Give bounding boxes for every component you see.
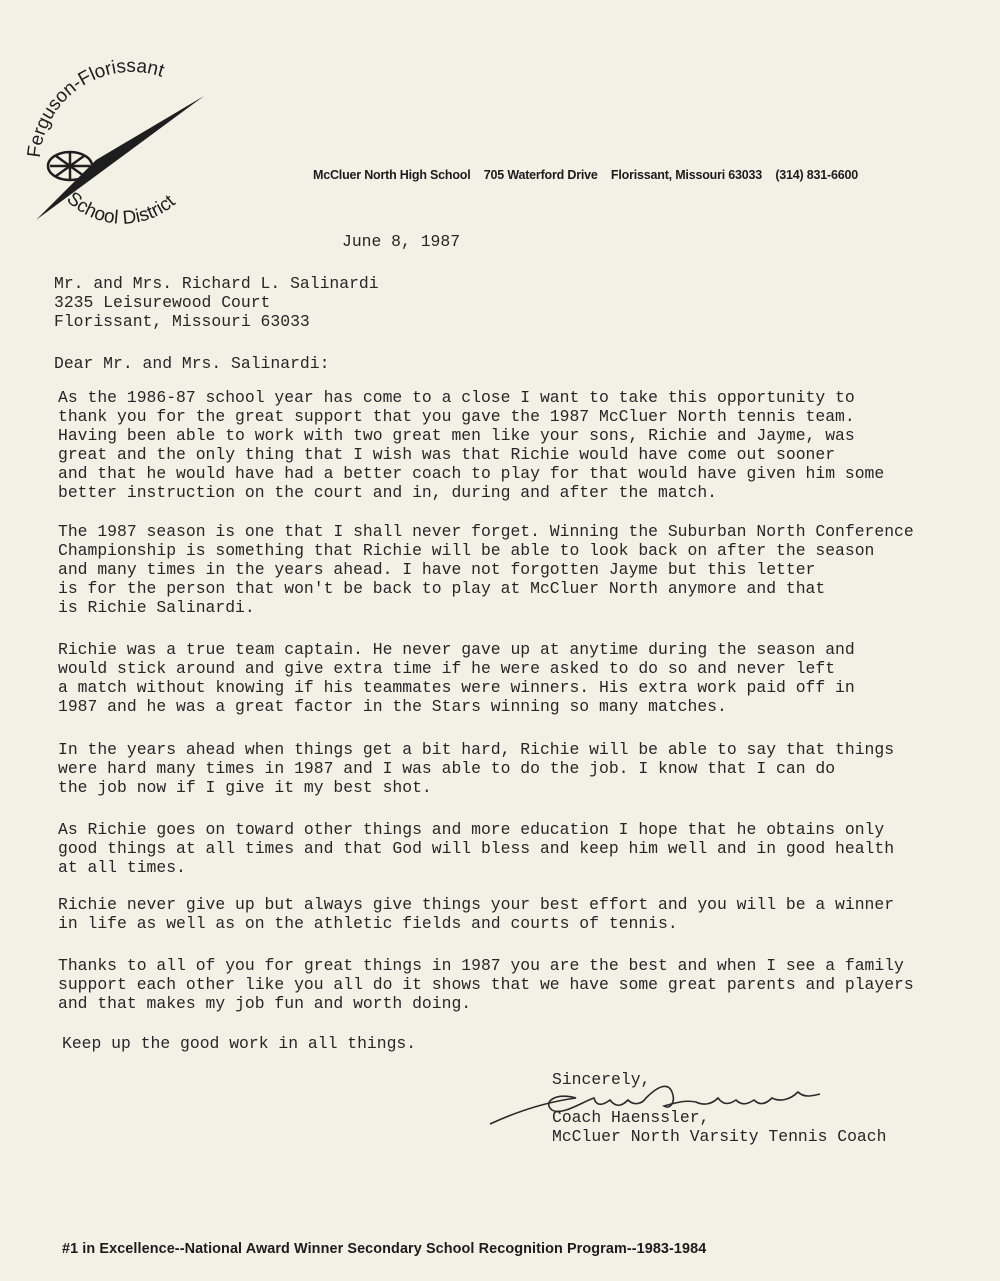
salutation: Dear Mr. and Mrs. Salinardi: xyxy=(54,354,330,373)
paragraph-line: In the years ahead when things get a bit hard, Richie will be able to say that things xyxy=(58,740,895,759)
paragraph-line: Thanks to all of you for great things in 1987 you are the best and when I see a family xyxy=(58,956,904,975)
paragraph-line: at all times. xyxy=(58,858,186,877)
paragraph-line: is Richie Salinardi. xyxy=(58,598,255,617)
paragraph-line: 1987 and he was a great factor in the Stars winning so many matches. xyxy=(58,697,727,716)
address-line: 3235 Leisurewood Court xyxy=(54,293,271,312)
letterhead-phone: (314) 831-6600 xyxy=(775,168,859,182)
paragraph-line: As the 1986-87 school year has come to a close I want to take this opportunity to xyxy=(58,388,855,407)
paragraph-line: great and the only thing that I wish was that Richie would have come out sooner xyxy=(58,445,836,464)
paragraph-line: and many times in the years ahead. I have not forgotten Jayme but this letter xyxy=(58,560,816,579)
letter-date: June 8, 1987 xyxy=(342,232,461,251)
paragraph-line: Richie never give up but always give things your best effort and you will be a winner xyxy=(58,895,895,914)
footer-award-line: #1 in Excellence--National Award Winner Secondary School Recognition Program--1983-1984 xyxy=(62,1241,707,1257)
recipient-address xyxy=(54,274,379,331)
paragraph-3 xyxy=(58,640,855,716)
signer-title: McCluer North Varsity Tennis Coach xyxy=(552,1127,887,1146)
paragraph-line: support each other like you all do it shows that we have some great parents and players xyxy=(58,975,914,994)
paragraph-line: Championship is something that Richie will be able to look back on after the season xyxy=(58,541,875,560)
logo-wheel-icon xyxy=(48,152,92,180)
paragraph-line: and that makes my job fun and worth doing. xyxy=(58,994,472,1013)
paragraph-line: better instruction on the court and in, during and after the match. xyxy=(58,483,718,502)
paragraph-4 xyxy=(58,740,894,797)
paragraph-6 xyxy=(58,895,894,933)
paragraph-line: and that he would have had a better coach to play for that would have given him some xyxy=(58,464,885,483)
paragraph-line: good things at all times and that God will bless and keep him well and in good health xyxy=(58,839,895,858)
logo-arrow-shape xyxy=(36,96,204,220)
paragraph-1 xyxy=(58,388,884,502)
paragraph-line: the job now if I give it my best shot. xyxy=(58,778,432,797)
paragraph-line: Richie was a true team captain. He never gave up at anytime during the season and xyxy=(58,640,855,659)
logo-bottom-text: School District xyxy=(62,188,180,228)
signature-block xyxy=(552,1070,886,1146)
paragraph-line: is for the person that won't be back to play at McCluer North anymore and that xyxy=(58,579,826,598)
letterhead-address-line xyxy=(313,168,868,182)
logo-top-text: Ferguson-Florissant xyxy=(23,55,167,159)
svg-text:School District xyxy=(63,188,180,228)
paragraph-2 xyxy=(58,522,914,617)
signature-gap xyxy=(552,1089,886,1108)
letterhead-street: 705 Waterford Drive xyxy=(483,168,598,182)
paragraph-line: would stick around and give extra time if he were asked to do so and never left xyxy=(58,659,836,678)
school-district-logo xyxy=(18,8,228,228)
closing-line: Keep up the good work in all things. xyxy=(62,1034,417,1053)
paragraph-line: in life as well as on the athletic fields and courts of tennis. xyxy=(58,914,678,933)
paragraph-7 xyxy=(58,956,914,1013)
letterhead-city: Florissant, Missouri 63033 xyxy=(610,168,763,182)
paragraph-line: a match without knowing if his teammates were winners. His extra work paid off in xyxy=(58,678,855,697)
paragraph-line: The 1987 season is one that I shall never forget. Winning the Suburban North Conference xyxy=(58,522,914,541)
paragraph-line: As Richie goes on toward other things and more education I hope that he obtains only xyxy=(58,820,885,839)
address-line: Mr. and Mrs. Richard L. Salinardi xyxy=(54,274,379,293)
paragraph-line: were hard many times in 1987 and I was able to do the job. I know that I can do xyxy=(58,759,836,778)
paragraph-line: thank you for the great support that you gave the 1987 McCluer North tennis team. xyxy=(58,407,855,426)
letterhead-school: McCluer North High School xyxy=(313,168,471,182)
signoff: Sincerely, xyxy=(552,1070,651,1089)
address-line: Florissant, Missouri 63033 xyxy=(54,312,310,331)
paragraph-5 xyxy=(58,820,894,877)
signer-name: Coach Haenssler, xyxy=(552,1108,710,1127)
paragraph-line: Having been able to work with two great men like your sons, Richie and Jayme, was xyxy=(58,426,855,445)
svg-text:Ferguson-Florissant xyxy=(24,56,167,159)
